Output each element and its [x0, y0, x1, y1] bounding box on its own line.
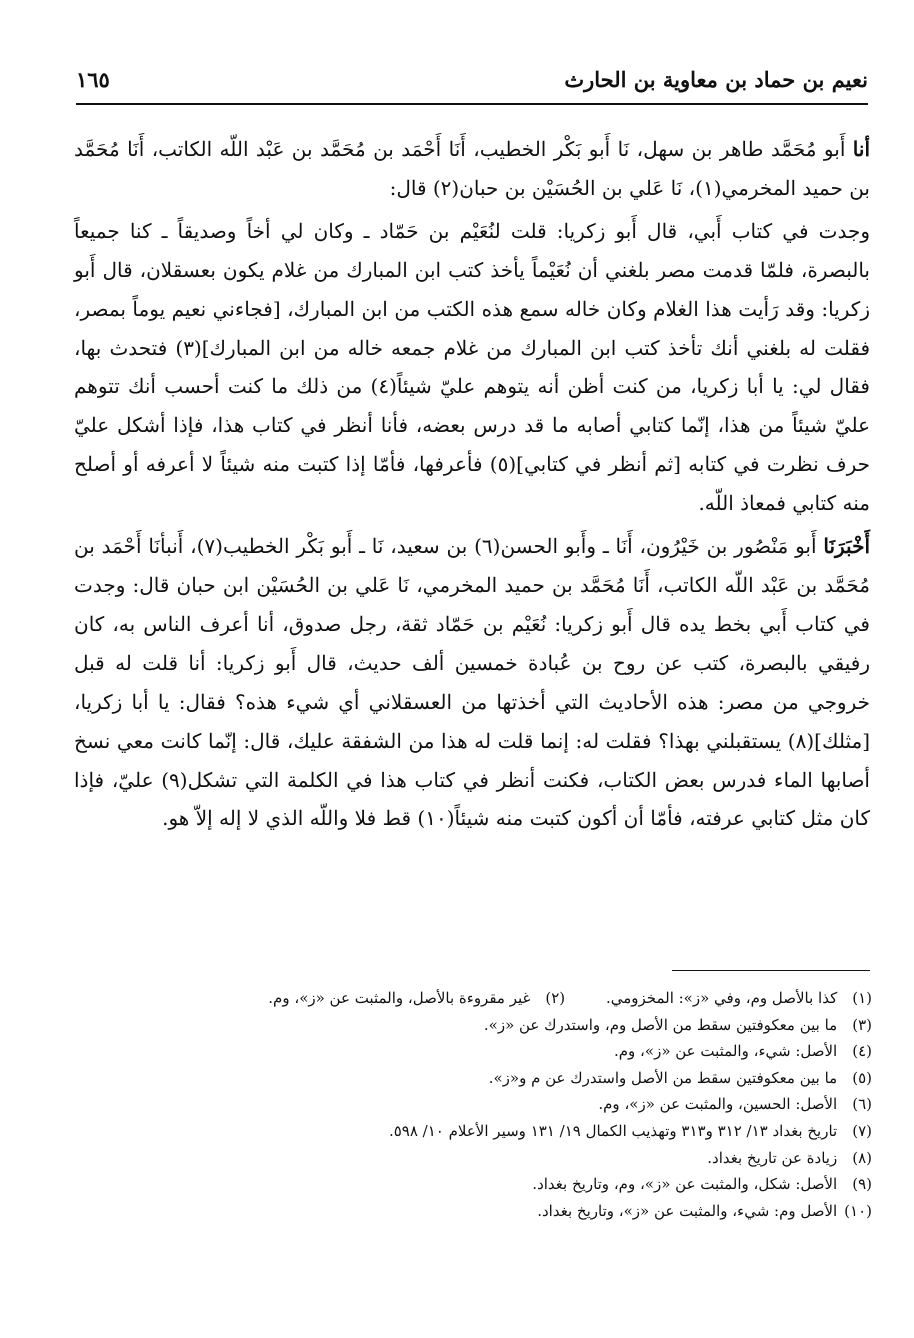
footnote-line-1	[100, 985, 872, 1012]
footnote-text: الأصل: شيء، والمثبت عن «ز»، وم.	[613, 1042, 838, 1061]
footnote-7	[100, 1118, 872, 1145]
footnote-6	[100, 1091, 872, 1118]
footnote-text: الأصل: شكل، والمثبت عن «ز»، وم، وتاريخ بغداد.	[532, 1175, 838, 1194]
paragraph-3	[74, 527, 870, 838]
footnote-number: (٧)	[852, 1121, 872, 1140]
footnote-text: الأصل وم: شيء، والمثبت عن «ز»، وتاريخ بغداد.	[537, 1201, 838, 1220]
page-number: ١٦٥	[76, 66, 110, 92]
footnote-2	[268, 985, 565, 1012]
footnote-1	[606, 985, 872, 1012]
paragraph-3-text: أَبو مَنْصُور بن خَيْرُون، أَنَا ـ وأَبو الحسن(٦) بن سعيد، نَا ـ أَبو بَكْر الخطيب(٧)، أَنبأنَا أَحْمَد بن مُحَمَّد بن عَبْد اللّه الكاتب، أَنَا مُحَمَّد بن حميد المخرمي، نَا عَلي بن الحُسَيْن ابن حبان قال: وجدت في كتاب أَبي بخط يده قال أَبو زكريا: نُعَيْم بن حَمّاد ثقة، رجل صدوق، أنا أعرف الناس به، كان رفيقي بالبصرة، كتب عن روح بن عُبادة خمسين ألف حديث، قال أَبو زكريا: أنا قلت له قبل خروجي من مصر: هذه الأحاديث التي أخذتها من العسقلاني أي شيء هذه؟ فقال: يا أبا زكريا، [مثلك](٨) يستقبلني بهذا؟ فقلت له: إنما قلت له هذا من الشفقة عليك، قال: إنّما كانت معي نسخ أصابها الماء فدرس بعض الكتاب، فكنت أنظر في كتاب هذا في الكلمة التي تشكل(٩) عليّ، فإذا كان مثل كتابي عرفته، فأمّا أن أكون كتبت منه شيئاً(١٠) قط فلا واللّه الذي لا إله إلاّ هو.	[74, 534, 870, 831]
footnote-number: (٨)	[852, 1148, 872, 1167]
paragraph-2	[74, 212, 870, 523]
footnote-9	[100, 1171, 872, 1198]
footnote-text: ما بين معكوفتين سقط من الأصل واستدرك عن م و«ز».	[488, 1068, 838, 1087]
running-header	[76, 62, 868, 96]
paragraph-1-text: أَبو مُحَمَّد طاهر بن سهل، نَا أَبو بَكْر الخطيب، أَنَا أَحْمَد بن مُحَمَّد بن عَبْد اللّه الكاتب، أَنَا مُحَمَّد بن حميد المخرمي(١)، نَا عَلي بن الحُسَيْن بن حبان(٢) قال:	[74, 137, 870, 200]
footnote-text: زيادة عن تاريخ بغداد.	[707, 1148, 838, 1167]
footnote-number: (١)	[852, 989, 872, 1007]
footnote-number: (٩)	[852, 1175, 872, 1194]
footnote-number: (١٠)	[844, 1201, 872, 1220]
paragraph-2-text: وجدت في كتاب أَبي، قال أَبو زكريا: قلت لنُعَيْم بن حَمّاد ـ وكان لي أخاً وصديقاً ـ كنا جميعاً بالبصرة، فلمّا قدمت مصر بلغني أن نُعَيْماً يأخذ كتب ابن المبارك من غلام يكون بعسقلان، قال أَبو زكريا: وقد رَأيت هذا الغلام وكان خاله سمع هذه الكتب من ابن المبارك، [فجاءني نعيم يوماً بمصر، فقلت له بلغني أنك تأخذ كتب ابن المبارك من غلام جمعه خاله من ابن المبارك](٣) فتحدث بها، فقال لي: يا أبا زكريا، من كنت أظن أنه يتوهم عليّ شيئاً(٤) من ذلك ما كنت أحسب أنك تتوهم عليّ شيئاً من هذا، إنّما كتابي أصابه ما قد درس بعضه، فأنا أنظر في كتاب هذا، فإذا أشكل عليّ حرف نظرت في كتابه [ثم أنظر في كتابي](٥) فأعرفها، فأمّا إذا كتبت منه شيئاً لا أعرفه أو أصلح منه كتابي فمعاذ اللّه.	[74, 218, 871, 516]
footnote-4	[100, 1038, 872, 1065]
header-rule	[76, 103, 868, 105]
footnote-text: تاريخ بغداد ١٣/ ٣١٢ و٣١٣ وتهذيب الكمال ١٩/ ١٣١ وسير الأعلام ١٠/ ٥٩٨.	[388, 1121, 838, 1140]
running-title: نعيم بن حماد بن معاوية بن الحارث	[564, 66, 868, 92]
footnote-text: ما بين معكوفتين سقط من الأصل وم، واستدرك عن «ز».	[483, 1015, 838, 1034]
paragraph-3-lead: أَخْبَرَنَا	[823, 534, 871, 559]
footnote-8	[100, 1145, 872, 1172]
footnote-number: (٦)	[852, 1095, 872, 1114]
paragraph-1	[74, 130, 870, 208]
footnote-text: كذا بالأصل وم، وفي «ز»: المخزومي.	[605, 989, 838, 1007]
paragraph-1-lead: أنا	[852, 137, 870, 161]
footnote-5	[100, 1065, 872, 1092]
footnote-number: (٤)	[852, 1042, 872, 1061]
footnote-number: (٥)	[852, 1068, 872, 1087]
footnote-rule	[672, 970, 870, 971]
footnote-text: غير مقروءة بالأصل، والمثبت عن «ز»، وم.	[268, 989, 531, 1007]
footnote-number: (٢)	[545, 989, 566, 1007]
footnote-10	[100, 1198, 872, 1225]
main-text	[74, 130, 870, 838]
footnote-3	[100, 1012, 872, 1039]
footnotes	[100, 985, 872, 1224]
footnote-number: (٣)	[852, 1015, 872, 1034]
footnote-text: الأصل: الحسين، والمثبت عن «ز»، وم.	[598, 1095, 838, 1114]
